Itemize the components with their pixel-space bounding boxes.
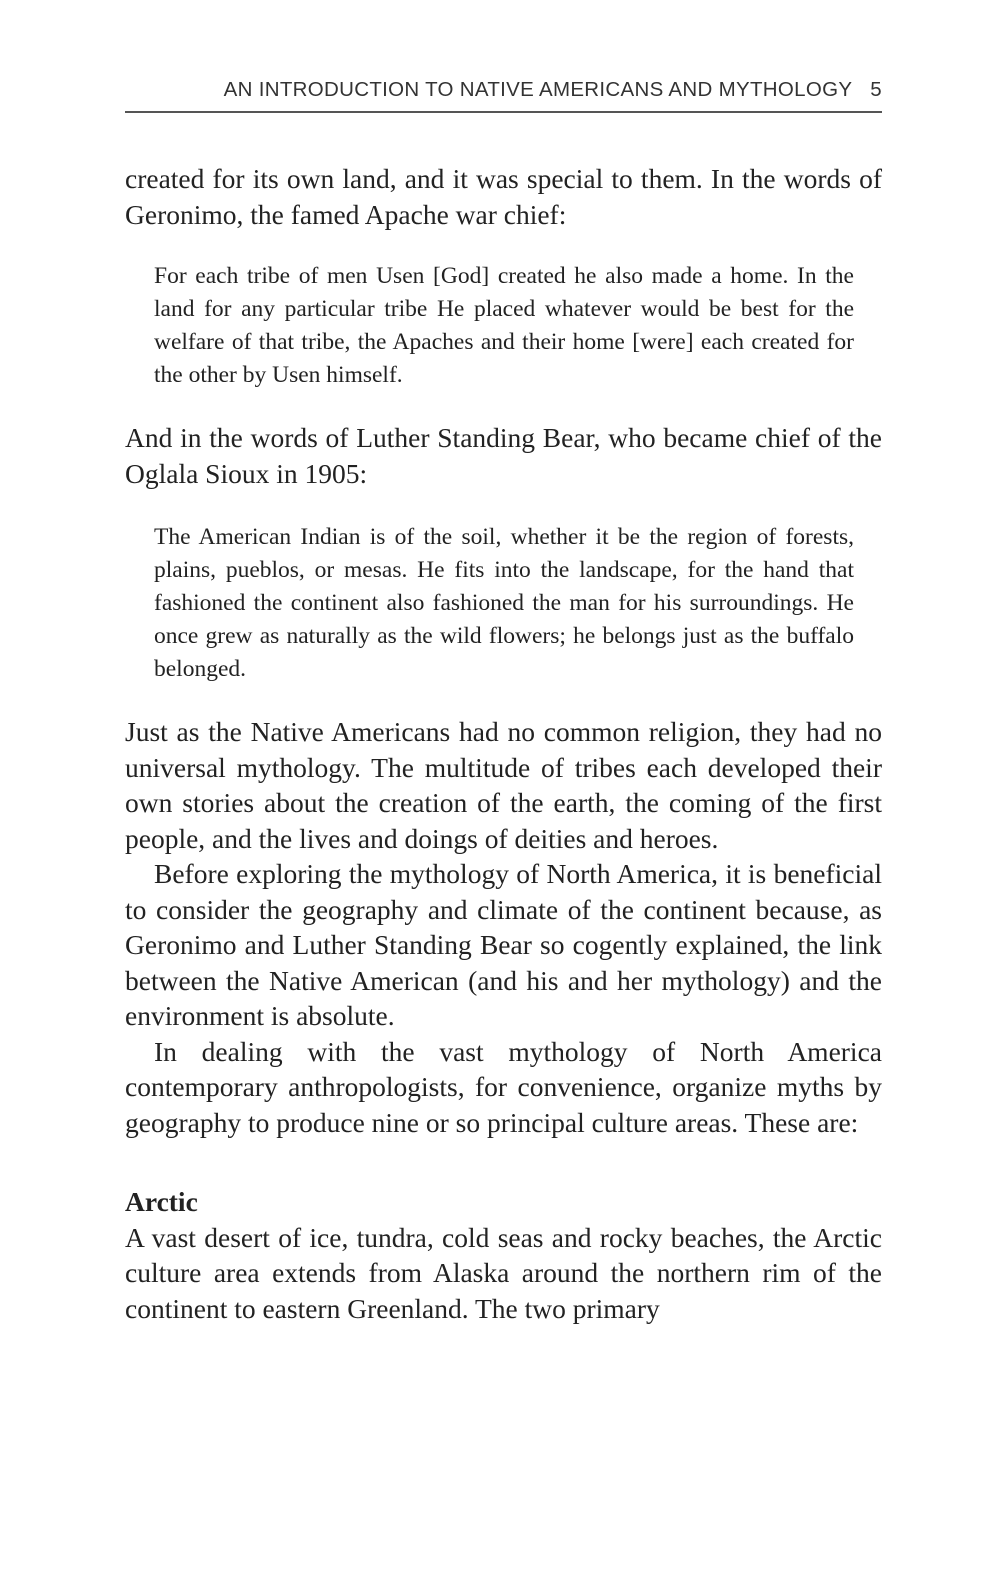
book-page <box>125 78 882 1326</box>
page-number: 5 <box>870 78 882 101</box>
paragraph-no-universal-mythology: Just as the Native Americans had no common religion, they had no universal mythology. The multitude of tribes each developed their own stories about the creation of the earth, the coming of the first people, and the lives and doings of deities and heroes. <box>125 716 882 854</box>
luther-standing-bear-quote: The American Indian is of the soil, whether it be the region of forests, plains, pueblos, or mesas. He fits into the landscape, for the hand that fashioned the continent also fashioned the man for his surroundings. He once grew as naturally as the wild flowers; he belongs just as the buffalo belonged. <box>154 524 854 682</box>
paragraph-arctic: A vast desert of ice, tundra, cold seas and rocky beaches, the Arctic culture area extends from Alaska around the northern rim of the continent to eastern Greenland. The two primary <box>125 1221 882 1324</box>
paragraph-culture-areas: In dealing with the vast mythology of North America contemporary anthropologists, for convenience, organize myths by geography to produce nine or so principal culture areas. These are: <box>125 1035 882 1138</box>
paragraph-geography-climate: Before exploring the mythology of North America, it is beneficial to consider the geography and climate of the continent because, as Geronimo and Luther Standing Bear so cogently explained, the link between the Native American (and his and her mythology) and the environment is absolute. <box>125 858 882 1031</box>
running-head <box>125 78 882 113</box>
running-head-title: AN INTRODUCTION TO NATIVE AMERICANS AND MYTHOLOGY <box>223 78 853 101</box>
geronimo-quote: For each tribe of men Usen [God] created he also made a home. In the land for any particular tribe He placed whatever would be best for the welfare of that tribe, the Apaches and their home [were] each created for the other by Usen himself. <box>154 263 854 388</box>
paragraph-continuation: created for its own land, and it was special to them. In the words of Geronimo, the famed Apache war chief: <box>125 163 882 230</box>
paragraph-luther-intro: And in the words of Luther Standing Bear, who became chief of the Oglala Sioux in 1905: <box>125 422 882 489</box>
section-heading-arctic: Arctic <box>125 1186 198 1217</box>
